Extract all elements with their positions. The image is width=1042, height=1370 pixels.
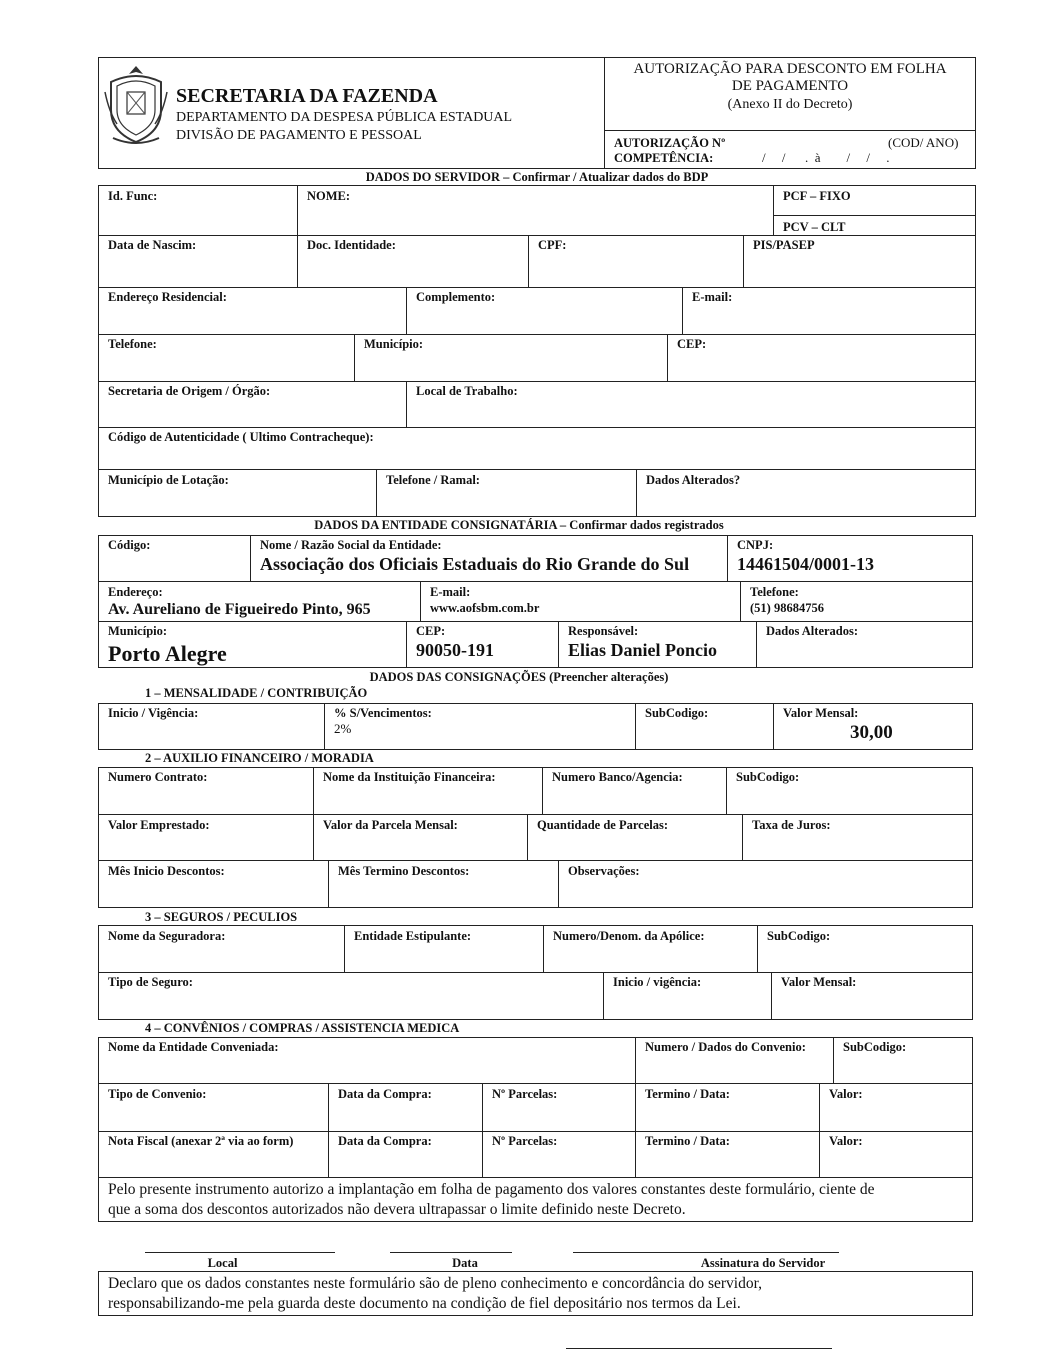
endereco-label: Endereço Residencial:	[108, 290, 227, 304]
declaracao2-line2: responsabilizando-me pela guarda deste documento na condição de fiel depositário nos termos da Lei.	[108, 1295, 741, 1312]
data-label: Data	[452, 1256, 478, 1270]
s2-title: 2 – AUXILIO FINANCEIRO / MORADIA	[145, 751, 374, 765]
s4-data-compra-2-label: Data da Compra:	[338, 1134, 432, 1148]
s4-valor-2-label: Valor:	[829, 1134, 863, 1148]
s4-tipo-label: Tipo de Convenio:	[108, 1087, 207, 1101]
ent-municipio-label: Município:	[108, 624, 168, 638]
ent-cep-label: CEP:	[416, 624, 446, 638]
ent-cep-value: 90050-191	[416, 640, 494, 660]
s2-qtd-label: Quantidade de Parcelas:	[537, 818, 669, 832]
pis-label: PIS/PASEP	[753, 238, 815, 252]
s4-title: 4 – CONVÊNIOS / COMPRAS / ASSISTENCIA MEDICA	[145, 1021, 460, 1035]
s1-valor-label: Valor Mensal:	[783, 706, 859, 720]
s2-banco-label: Numero Banco/Agencia:	[552, 770, 683, 784]
ent-codigo-label: Código:	[108, 538, 151, 552]
ent-telefone-label: Telefone:	[750, 585, 799, 599]
s3-seguradora-label: Nome da Seguradora:	[108, 929, 226, 943]
s3-inicio-label: Inicio / vigência:	[613, 975, 702, 989]
s2-mes-inicio-label: Mês Inicio Descontos:	[108, 864, 225, 878]
servidor-heading: DADOS DO SERVIDOR – Confirmar / Atualizar dados do BDP	[365, 170, 709, 184]
consignacoes-heading: DADOS DAS CONSIGNAÇÕES (Preencher alterações)	[369, 670, 669, 684]
complemento-label: Complemento:	[416, 290, 496, 304]
competencia-label: COMPETÊNCIA:	[614, 151, 714, 165]
nome-label: NOME:	[307, 189, 351, 203]
s3-estipulante-label: Entidade Estipulante:	[354, 929, 472, 943]
header-title: SECRETARIA DA FAZENDA	[176, 85, 438, 107]
auth-number-label: AUTORIZAÇÃO Nº	[614, 136, 726, 150]
s1-inicio-label: Inicio / Vigência:	[108, 706, 199, 720]
s3-subcodigo-label: SubCodigo:	[767, 929, 831, 943]
s4-numero-label: Numero / Dados do Convenio:	[645, 1040, 806, 1054]
s1-subcodigo-label: SubCodigo:	[645, 706, 709, 720]
s2-subcodigo-label: SubCodigo:	[736, 770, 800, 784]
header-dept: DEPARTAMENTO DA DESPESA PÚBLICA ESTADUAL	[176, 110, 513, 125]
ent-telefone-value: (51) 98684756	[750, 601, 824, 615]
form-title-2: DE PAGAMENTO	[731, 78, 849, 94]
competencia-dates: / / . à / / .	[762, 150, 890, 165]
s2-obs-label: Observações:	[568, 864, 640, 878]
declaracao2-line1: Declaro que os dados constantes neste formulário são de pleno conhecimento e concordância do servidor,	[108, 1275, 763, 1292]
coat-of-arms-icon	[103, 62, 169, 146]
secretaria-label: Secretaria de Origem / Órgão:	[108, 384, 271, 398]
local-line	[145, 1252, 335, 1253]
assinatura-line	[573, 1252, 839, 1253]
ent-endereco-label: Endereço:	[108, 585, 163, 599]
s2-inst-label: Nome da Instituição Financeira:	[323, 770, 496, 784]
s4-data-compra-label: Data da Compra:	[338, 1087, 432, 1101]
s4-valor-label: Valor:	[829, 1087, 863, 1101]
id-func-label: Id. Func:	[108, 189, 158, 203]
codigo-aut-label: Código de Autenticidade ( Ultimo Contracheque):	[108, 430, 374, 444]
local-label: Local	[207, 1256, 238, 1270]
form-title-1: AUTORIZAÇÃO PARA DESCONTO EM FOLHA	[633, 61, 947, 77]
s4-subcodigo-label: SubCodigo:	[843, 1040, 907, 1054]
s4-termino-2-label: Termino / Data:	[645, 1134, 730, 1148]
cpf-label: CPF:	[538, 238, 567, 252]
declaracao1-line2: que a soma dos descontos autorizados não devera ultrapassar o limite definido neste Decreto.	[108, 1201, 686, 1218]
dados-alterados-label: Dados Alterados?	[646, 473, 741, 487]
telefone-ramal-label: Telefone / Ramal:	[386, 473, 480, 487]
s2-mes-termino-label: Mês Termino Descontos:	[338, 864, 470, 878]
ent-endereco-value: Av. Aureliano de Figueiredo Pinto, 965	[108, 601, 371, 618]
s3-valor-label: Valor Mensal:	[781, 975, 857, 989]
s4-parcelas-label: Nº Parcelas:	[492, 1087, 558, 1101]
data-nasc-label: Data de Nascim:	[108, 238, 197, 252]
s3-tipo-label: Tipo de Seguro:	[108, 975, 193, 989]
s3-title: 3 – SEGUROS / PECULIOS	[145, 910, 298, 924]
s4-entidade-label: Nome da Entidade Conveniada:	[108, 1040, 279, 1054]
data-line	[390, 1252, 512, 1253]
pcv-label: PCV – CLT	[783, 220, 846, 234]
cep-label: CEP:	[677, 337, 707, 351]
s2-frame	[98, 767, 973, 908]
ent-nome-value: Associação dos Oficiais Estaduais do Rio Grande do Sul	[260, 554, 690, 574]
doc-id-label: Doc. Identidade:	[307, 238, 396, 252]
ent-municipio-value: Porto Alegre	[108, 641, 227, 666]
ent-email-value: www.aofsbm.com.br	[430, 601, 540, 615]
s3-apolice-label: Numero/Denom. da Apólice:	[553, 929, 705, 943]
s4-termino-label: Termino / Data:	[645, 1087, 730, 1101]
municipio-label: Município:	[364, 337, 424, 351]
telefone-label: Telefone:	[108, 337, 157, 351]
ent-alterados-label: Dados Alterados:	[766, 624, 859, 638]
ent-responsavel-value: Elias Daniel Poncio	[568, 640, 718, 660]
s2-valor-emp-label: Valor Emprestado:	[108, 818, 210, 832]
s1-title: 1 – MENSALIDADE / CONTRIBUIÇÃO	[145, 686, 368, 700]
s1-pct-value: 2%	[334, 721, 352, 736]
s4-parcelas-2-label: Nº Parcelas:	[492, 1134, 558, 1148]
local-trabalho-label: Local de Trabalho:	[416, 384, 518, 398]
declaracao1-line1: Pelo presente instrumento autorizo a implantação em folha de pagamento dos valores constantes deste formulário, ciente de	[108, 1181, 875, 1198]
assinatura-label: Assinatura do Servidor	[700, 1256, 826, 1270]
municipio-lotacao-label: Município de Lotação:	[108, 473, 229, 487]
ent-cnpj-value: 14461504/0001-13	[737, 554, 874, 574]
header-division: DIVISÃO DE PAGAMENTO E PESSOAL	[176, 128, 422, 143]
ent-nome-label: Nome / Razão Social da Entidade:	[260, 538, 442, 552]
bottom-signature-line	[566, 1348, 832, 1349]
entidade-heading: DADOS DA ENTIDADE CONSIGNATÁRIA – Confirmar dados registrados	[314, 518, 724, 532]
s1-pct-label: % S/Vencimentos:	[334, 706, 432, 720]
pcf-label: PCF – FIXO	[783, 189, 851, 203]
ent-email-label: E-mail:	[430, 585, 471, 599]
ent-responsavel-label: Responsável:	[568, 624, 639, 638]
s2-parcela-label: Valor da Parcela Mensal:	[323, 818, 458, 832]
s2-taxa-label: Taxa de Juros:	[752, 818, 831, 832]
s1-valor-value: 30,00	[850, 722, 893, 743]
email-label: E-mail:	[692, 290, 733, 304]
ent-cnpj-label: CNPJ:	[737, 538, 774, 552]
form-annex: (Anexo II do Decreto)	[727, 97, 853, 112]
cod-ano-label: (COD/ ANO)	[888, 135, 959, 150]
s2-contrato-label: Numero Contrato:	[108, 770, 208, 784]
s4-nota-label: Nota Fiscal (anexar 2ª via ao form)	[108, 1134, 294, 1148]
